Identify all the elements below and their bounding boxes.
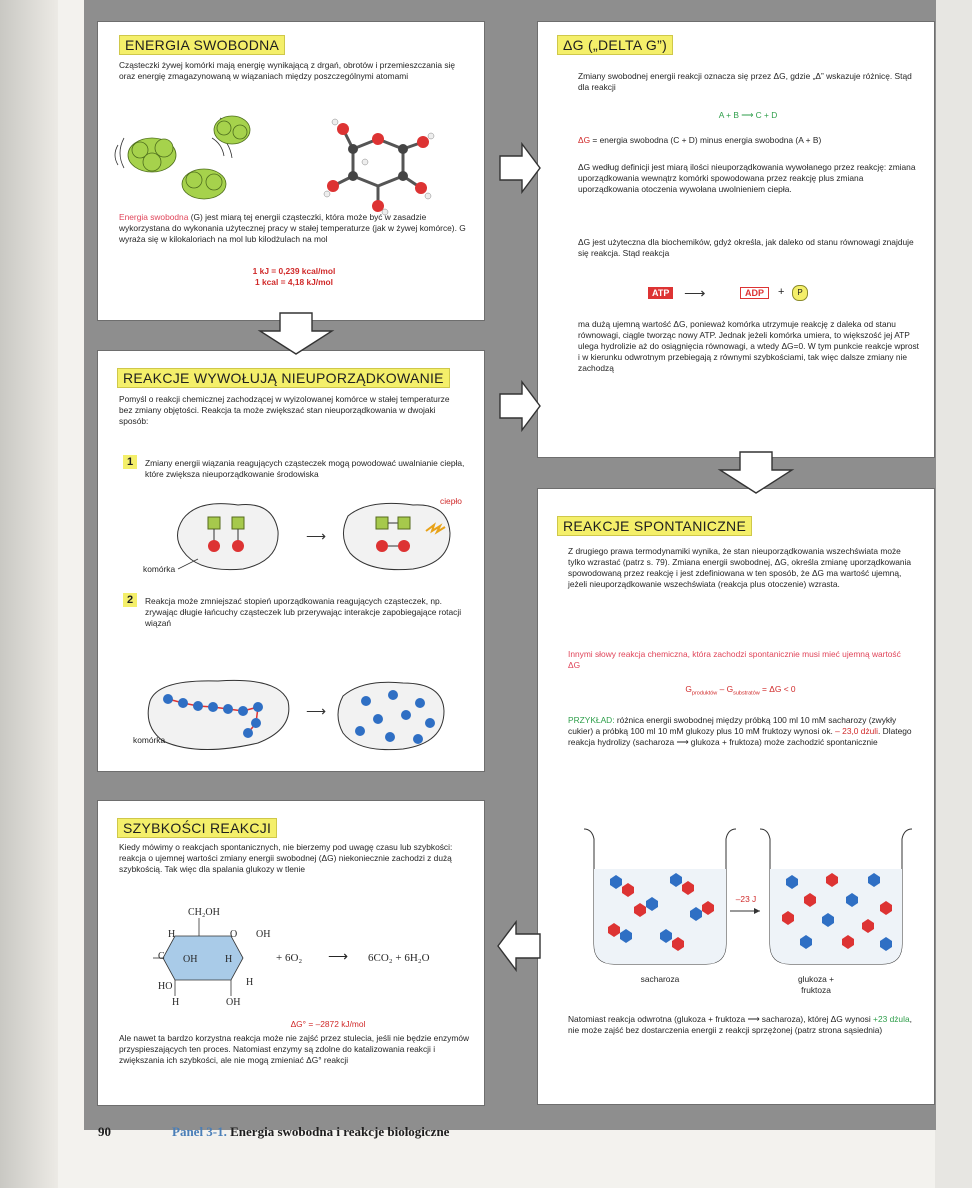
panel-delta-g: [537, 21, 935, 458]
panel-title: REAKCJE WYWOŁUJĄ NIEUPORZĄDKOWANIE: [117, 368, 450, 388]
panel-free-energy: [97, 21, 485, 321]
reaction-arrow-icon: ⟶: [684, 285, 706, 302]
flow-arrow-left: [496, 920, 542, 972]
o-label: O: [230, 929, 238, 940]
panel-title: ENERGIA SWOBODNA: [119, 35, 285, 55]
page-binding-shadow: [0, 0, 58, 1188]
oxygen-term: + 6O₂: [276, 952, 303, 964]
glucose-ball-stick-model: [323, 114, 443, 214]
h-label-4: H: [172, 997, 180, 1008]
intro-text: Pomyśl o reakcji chemicznej zachodzącej w wyizolowanej komórce w stałej temperaturze bez zmiany objętości. Reakcja ta może zwiększać stan nieuporządkowania w dwojaki sposób:: [119, 394, 450, 426]
h-label-2: H: [225, 954, 233, 965]
oh-label-1: OH: [256, 929, 271, 940]
ho-label: HO: [158, 981, 173, 992]
reverse-reaction-paragraph: Natomiast reakcja odwrotna (glukoza + fruktoza ⟶ sacharoza), której ΔG wynosi +23 dżula, nie może zajść bez dostarczenia energii z reakcji sprzężonej (patrz strona sąsiednia): [568, 1014, 912, 1035]
oh-label-2: OH: [183, 954, 198, 965]
h-label-3: H: [246, 977, 254, 988]
cell-label-2: komórka: [133, 735, 166, 745]
phosphate-label: P: [792, 285, 808, 301]
unit-conversion-1: 1 kJ = 0,239 kcal/mol: [252, 266, 336, 276]
page-number: 90: [98, 1124, 111, 1139]
ch2oh-label: CH₂OH: [188, 907, 220, 918]
spontaneity-formula: $G_{produktów} - G_{substratów} = \Delta G < 0$: [685, 684, 796, 697]
panel-reactions-disorder: [97, 350, 485, 772]
item-2-text: Reakcja może zmniejszać stopień uporządkowania reagujących cząsteczek, np. zrywając długie łańcuchy cząsteczek lub przerywając interakcje zapobiegające rotacji wiązań: [145, 596, 462, 628]
svg-text:⟶: ⟶: [306, 528, 327, 544]
atp-label: ATP: [648, 287, 673, 299]
beaker-label-sucrose: sacharoza: [640, 974, 680, 984]
flow-arrow-down-2: [716, 450, 796, 495]
intro-text: Zmiany swobodnej energii reakcji oznacza się przez ΔG, gdzie „Δ” wskazuje różnicę. Stąd dla reakcji: [578, 71, 912, 92]
flow-arrow-right-1: [498, 142, 542, 194]
enzyme-paragraph: Ale nawet ta bardzo korzystna reakcja może nie zajść przez stulecia, jeśli nie będzie enzymów przyspieszających ten proces. Natomiast enzymy są zdolne do katalizowania reakcji i zwiększania ich szybkości, ale nie mogą zmieniać ΔG° reakcji: [119, 1033, 470, 1065]
panel-title: REAKCJE SPONTANICZNE: [557, 516, 752, 536]
cell-label-1: komórka: [143, 564, 176, 574]
delta-g-definition: ΔG = energia swobodna (C + D) minus energia swobodna (A + B): [578, 135, 822, 145]
intro-text: Cząsteczki żywej komórki mają energię wynikającą z drgań, obrotów i przemieszczania się oraz energię zmagazynowaną w wiązaniach między poszczególnymi atomami: [119, 60, 456, 81]
panel-spontaneous-reactions: [537, 488, 935, 1105]
disorder-paragraph: ΔG według definicji jest miarą ilości nieuporządkowania wywołanego przez reakcję: zmiana uporządkowania wewnątrz komórki spowodowana przez reakcję plus zmiana uporządkowania otoczenia wywołana uwolnieniem ciepła.: [578, 162, 916, 194]
c-label: C: [158, 951, 165, 962]
beaker-label-glucose-fructose: glukoza + fruktoza: [797, 974, 835, 995]
adjacent-page-edge: [935, 0, 972, 1188]
flow-arrow-down-1: [256, 311, 336, 356]
example-paragraph: PRZYKŁAD: różnica energii swobodnej między próbką 100 ml 10 mM sacharozy (zwykły cukier) a próbką 100 ml 10 mM glukozy plus 10 mM fruktozy wynosi ok. – 23,0 dżuli. Dlatego reakcja hydrolizy (sacharoza ⟶ glukoza + fruktoza) może zachodzić spontanicznie: [568, 715, 912, 747]
chain-breaking-diagram: [138, 671, 458, 761]
flow-arrow-right-2: [498, 380, 542, 432]
panel-reaction-rates: [97, 800, 485, 1106]
heat-release-diagram: [168, 491, 468, 581]
products-term: 6CO₂ + 6H₂O: [368, 952, 430, 964]
spontaneous-rule: Innymi słowy reakcja chemiczna, która zachodzi spontanicznie musi mieć ujemną wartość ΔG: [568, 649, 901, 670]
item-number-1: 1: [123, 455, 137, 469]
plus-sign: +: [778, 286, 785, 298]
free-energy-definition: Energia swobodna (G) jest miarą tej energii cząsteczki, która może być w zasadzie wykorzystana do wykonania użytecznej pracy w stałej temperaturze (jak w żywej komórce). G wyraża się w kilokaloriach na mol lub kilodżulach na mol: [119, 212, 466, 244]
equilibrium-paragraph: ΔG jest użyteczna dla biochemików, gdyż określa, jak daleko od stanu równowagi znajduje się reakcja. Stąd reakcja: [578, 237, 914, 258]
free-energy-term: Energia swobodna: [119, 212, 189, 222]
adp-label: ADP: [740, 287, 769, 299]
intro-text: Kiedy mówimy o reakcjach spontanicznych, nie bierzemy pod uwagę czasu lub szybkości: reakcja o ujemnej wartości zmiany energii swobodnej (ΔG) niekoniecznie zachodzi z dużą szybkością. Tak więc dla spalania glukozy w tlenie: [119, 842, 453, 874]
figure-caption: Panel 3-1. Energia swobodna i reakcje biologiczne: [172, 1124, 450, 1139]
heat-label: ciepło: [440, 496, 462, 506]
combustion-arrow-icon: ⟶: [328, 948, 349, 964]
moving-molecules-illustration: [112, 110, 262, 210]
panel-title: ΔG („DELTA G”): [557, 35, 673, 55]
h-label-1: H: [168, 929, 176, 940]
beaker-energy-label: –23 J: [735, 894, 757, 904]
reaction-equation: A + B ⟶ C + D: [718, 110, 778, 120]
atp-explanation: ma dużą ujemną wartość ΔG, ponieważ komórka utrzymuje reakcję z daleka od stanu równowagi, ciągle tworząc nowy ATP. Jednak jeżeli komórka umiera, to większość jej ATP ulega hydrolizie aż do osiągnięcia równowagi, a wtedy ΔG=0. W tym punkcie reakcje wprost i w kierunku odwrotnym przebiegają z równymi szybkościami, tak więc dalsze zmiany nie zachodzą: [578, 319, 919, 373]
oh-label-3: OH: [226, 997, 241, 1008]
item-1-text: Zmiany energii wiązania reagujących cząsteczek mogą powodować uwalnianie ciepła, które zwiększa nieuporządkowanie środowiska: [145, 458, 465, 479]
unit-conversion-2: 1 kcal = 4,18 kJ/mol: [255, 277, 333, 287]
panel-title: SZYBKOŚCI REAKCJI: [117, 818, 277, 838]
svg-text:⟶: ⟶: [306, 703, 327, 719]
atp-hydrolysis-reaction: [648, 285, 848, 305]
second-law-paragraph: Z drugiego prawa termodynamiki wynika, że stan nieuporządkowania wszechświata może tylko wzrastać (patrz s. 79). Zmiana energii swobodnej, ΔG, określa zmianę uporządkowania spowodowaną przez reakcję i jest zdefiniowana w ten sposób, że ΔG ma wartość ujemną, jeżeli nieuporządkowanie wszechświata (reakcja plus otoczenie) wzrasta.: [568, 546, 912, 589]
item-number-2: 2: [123, 593, 137, 607]
standard-free-energy: ΔG° = –2872 kJ/mol: [290, 1019, 366, 1029]
